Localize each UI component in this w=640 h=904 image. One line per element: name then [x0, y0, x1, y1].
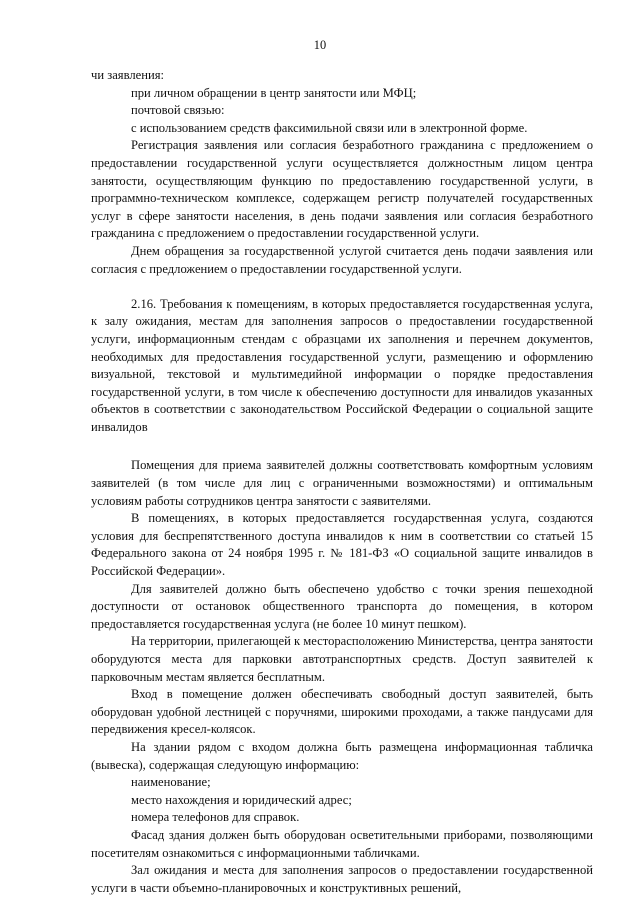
list-item: с использованием средств факсимильной связи или в электронной форме.: [131, 120, 528, 135]
paragraph: В помещениях, в которых предоставляется государственная услуга, создаются условия для беспрепятственного доступа инвалидов к ним в соответствии со статьей 15 Федерального закона от 24 ноября 1995 г. № 181-ФЗ «О социальной защите инвалидов в Российской Федерации».: [91, 511, 593, 579]
paragraph: Помещения для приема заявителей должны соответствовать комфортным условиям заявителей (в том числе для лиц с ограниченными возможностями) и оптимальным условиям работы сотрудников центра занятости с заявителями.: [91, 458, 593, 508]
paragraph: чи заявления:: [91, 68, 165, 82]
paragraph: На территории, прилегающей к месторасположению Министерства, центра занятости оборудуются места для парковки автотранспортных средств. Доступ заявителей к парковочным местам является бесплатным.: [91, 634, 593, 684]
paragraph: Днем обращения за государственной услугой считается день подачи заявления или согласия с предложением о предоставлении государственной услуги.: [91, 243, 593, 276]
paragraph: Вход в помещение должен обеспечивать свободный доступ заявителей, быть оборудован удобной лестницей с поручнями, широкими проходами, а также пандусами для передвижения кресел-колясок.: [91, 687, 593, 737]
list-item: наименование;: [131, 775, 211, 790]
page-number: 10: [313, 38, 327, 52]
list-item: место нахождения и юридический адрес;: [131, 792, 352, 807]
document-body: [91, 67, 593, 897]
list-item: почтовой связью:: [131, 103, 225, 118]
paragraph: Регистрация заявления или согласия безработного гражданина с предложением о предоставлении государственной услуги осуществляется должностным лицом центра занятости, осуществляющим функцию по предоставлению государственной услуги, в программно-техническом комплексе, содержащем регистр получателей государственных услуг в сфере занятости населения, в день подачи заявления или согласия безработного гражданина с предложением о предоставлении государственной услуги.: [91, 138, 593, 241]
paragraph: На здании рядом с входом должна быть размещена информационная табличка (вывеска), содержащая следующую информацию:: [91, 739, 593, 772]
paragraph: Для заявителей должно быть обеспечено удобство с точки зрения пешеходной доступности от остановок общественного транспорта до помещения, в котором предоставляется государственная услуга (не более 10 минут пешком).: [91, 581, 593, 631]
list-item: при личном обращении в центр занятости или МФЦ;: [131, 85, 417, 100]
section-heading: 2.16. Требования к помещениям, в которых предоставляется государственная услуга, к залу ожидания, местам для заполнения запросов о предоставлении государственной услуги, информационным стендам с образцами их заполнения и перечнем документов, необходимых для предоставления государственной услуги, размещению и оформлению визуальной, текстовой и мультимедийной информации о порядке предоставления государственной услуги, в том числе к обеспечению доступности для инвалидов указанных объектов в соответствии с законодательством Российской Федерации о социальной защите инвалидов: [91, 296, 593, 434]
paragraph: Фасад здания должен быть оборудован осветительными приборами, позволяющими посетителям ознакомиться с информационными табличками.: [91, 827, 593, 860]
paragraph: Зал ожидания и места для заполнения запросов о предоставлении государственной услуги в части объемно-планировочных и конструктивных решений,: [91, 863, 593, 895]
list-item: номера телефонов для справок.: [131, 810, 300, 825]
